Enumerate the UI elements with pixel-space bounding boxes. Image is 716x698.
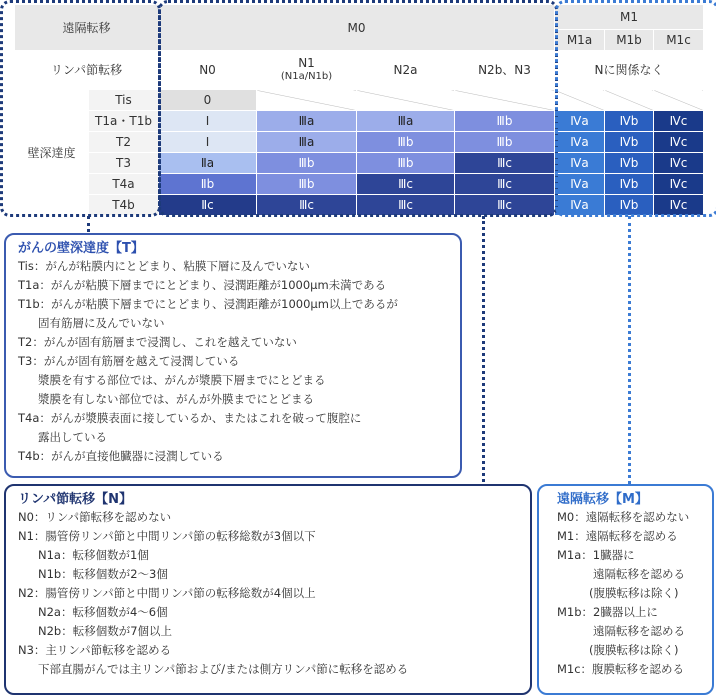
stage-cell: Ⅳa [555,132,605,153]
t-line: 固有筋層に及んでいない [38,316,165,330]
n-line: N1b：転移個数が2～3個 [38,567,168,581]
n-any-header: Nに関係なく [555,51,704,90]
stage-cell: Ⅳc [654,195,704,216]
m1c-header: M1c [654,30,704,51]
stage-cell: Ⅲb [357,132,455,153]
n2a-header: N2a [357,51,455,90]
n2b-n3-header: N2b、N3 [455,51,555,90]
stage-cell: Ⅱb [159,174,257,195]
stage-cell: Ⅳc [654,174,704,195]
m-line: 遠隔転移を認める [593,624,685,638]
stage-cell: Ⅳa [555,153,605,174]
t-line: Tis：がんが粘膜内にとどまり、粘膜下層に及んでいない [18,259,310,273]
stage-cell: Ⅳb [605,111,654,132]
t-line: T3：がんが固有筋層を越えて浸潤している [18,354,240,368]
empty-cell [605,90,654,111]
depth-header: 壁深達度 [15,90,89,216]
m-connector [628,216,631,484]
stage-cell: Ⅳb [605,153,654,174]
n-description-box [4,484,532,695]
t-label: T2 [89,132,159,153]
m-line: M1c：腹膜転移を認める [557,662,685,676]
n-box-title: リンパ節転移【N】 [18,492,132,507]
m-line: (腹膜転移は除く) [589,643,679,657]
stage-cell: Ⅳa [555,195,605,216]
m1b-header: M1b [605,30,654,51]
stage-cell: Ⅰ [159,132,257,153]
n-line: N2：腸管傍リンパ節と中間リンパ節の転移総数が4個以上 [18,586,316,600]
t-connector [87,216,90,232]
t-description-box [4,233,462,478]
n1-header [257,51,357,90]
n-connector [482,216,485,482]
stage-cell: Ⅳa [555,174,605,195]
stage-cell: Ⅲc [455,153,555,174]
m0-header: M0 [159,5,555,51]
m-line: M1：遠隔転移を認める [557,529,678,543]
t-label: T1a・T1b [89,111,159,132]
stage-cell: Ⅲb [257,174,357,195]
stage-cell: Ⅲc [357,195,455,216]
stage-cell: Ⅰ [159,111,257,132]
m-line: M1a：1臓器に [557,548,635,562]
empty-cell [654,90,704,111]
stage-cell: Ⅳb [605,174,654,195]
t-line: T1a：がんが粘膜下層までにとどまり、浸潤距離が1000μm未満である [18,278,387,292]
n-line: N3：主リンパ節転移を認める [18,643,172,657]
stage-cell: Ⅳa [555,111,605,132]
t-label: T4b [89,195,159,216]
t-line: T1b：がんが粘膜下層までにとどまり、浸潤距離が1000μm以上であるが [18,297,398,311]
m-line: (腹膜転移は除く) [589,586,679,600]
m-description-box [537,484,714,695]
stage-cell: Ⅳc [654,111,704,132]
n-line: N1：腸管傍リンパ節と中間リンパ節の転移総数が3個以下 [18,529,316,543]
t-line: 露出している [38,430,107,444]
staging-table [14,4,704,216]
m1-header: M1 [555,5,704,30]
stage-cell: 0 [159,90,257,111]
distant-metastasis-header: 遠隔転移 [15,5,159,51]
empty-cell [357,90,455,111]
t-line: 漿膜を有する部位では、がんが漿膜下層までにとどまる [38,373,326,387]
stage-cell: Ⅲb [357,153,455,174]
stage-cell: Ⅱa [159,153,257,174]
n-line: 下部直腸がんでは主リンパ節および/または側方リンパ節に転移を認める [38,662,409,676]
stage-cell: Ⅲc [357,174,455,195]
stage-cell: Ⅲc [257,195,357,216]
stage-cell: Ⅳb [605,195,654,216]
t-line: T4a：がんが漿膜表面に接しているか、またはこれを破って腹腔に [18,411,362,425]
t-label: T3 [89,153,159,174]
stage-cell: Ⅲb [455,132,555,153]
m-line: M0：遠隔転移を認めない [557,510,690,524]
n0-header: N0 [159,51,257,90]
t-box-title: がんの壁深達度【T】 [18,241,144,256]
stage-cell: Ⅲa [257,111,357,132]
stage-cell: Ⅲb [257,153,357,174]
stage-cell: Ⅳc [654,132,704,153]
empty-cell [257,90,357,111]
stage-cell: Ⅱc [159,195,257,216]
stage-cell: Ⅲa [357,111,455,132]
stage-cell: Ⅲc [455,174,555,195]
empty-cell [455,90,555,111]
empty-cell [555,90,605,111]
m1a-header: M1a [555,30,605,51]
n1-label: N1 [298,56,315,70]
n-line: N2b：転移個数が7個以上 [38,624,173,638]
stage-cell: Ⅲc [455,195,555,216]
t-line: T4b：がんが直接他臓器に浸潤している [18,449,224,463]
stage-cell: Ⅳc [654,153,704,174]
m-line: M1b：2臓器以上に [557,605,658,619]
t-label: Tis [89,90,159,111]
n-line: N2a：転移個数が4～6個 [38,605,168,619]
n1-sublabel: (N1a/N1b) [280,71,333,82]
stage-cell: Ⅲa [257,132,357,153]
n-line: N0：リンパ節転移を認めない [18,510,172,524]
n-line: N1a：転移個数が1個 [38,548,149,562]
m-line: 遠隔転移を認める [593,567,685,581]
lymph-node-header: リンパ節転移 [15,51,159,90]
t-line: T2：がんが固有筋層まで浸潤し、これを越えていない [18,335,297,349]
m-box-title: 遠隔転移【M】 [557,492,648,507]
stage-cell: Ⅳb [605,132,654,153]
t-label: T4a [89,174,159,195]
t-line: 漿膜を有しない部位では、がんが外膜までにとどまる [38,392,314,406]
stage-cell: Ⅲb [455,111,555,132]
